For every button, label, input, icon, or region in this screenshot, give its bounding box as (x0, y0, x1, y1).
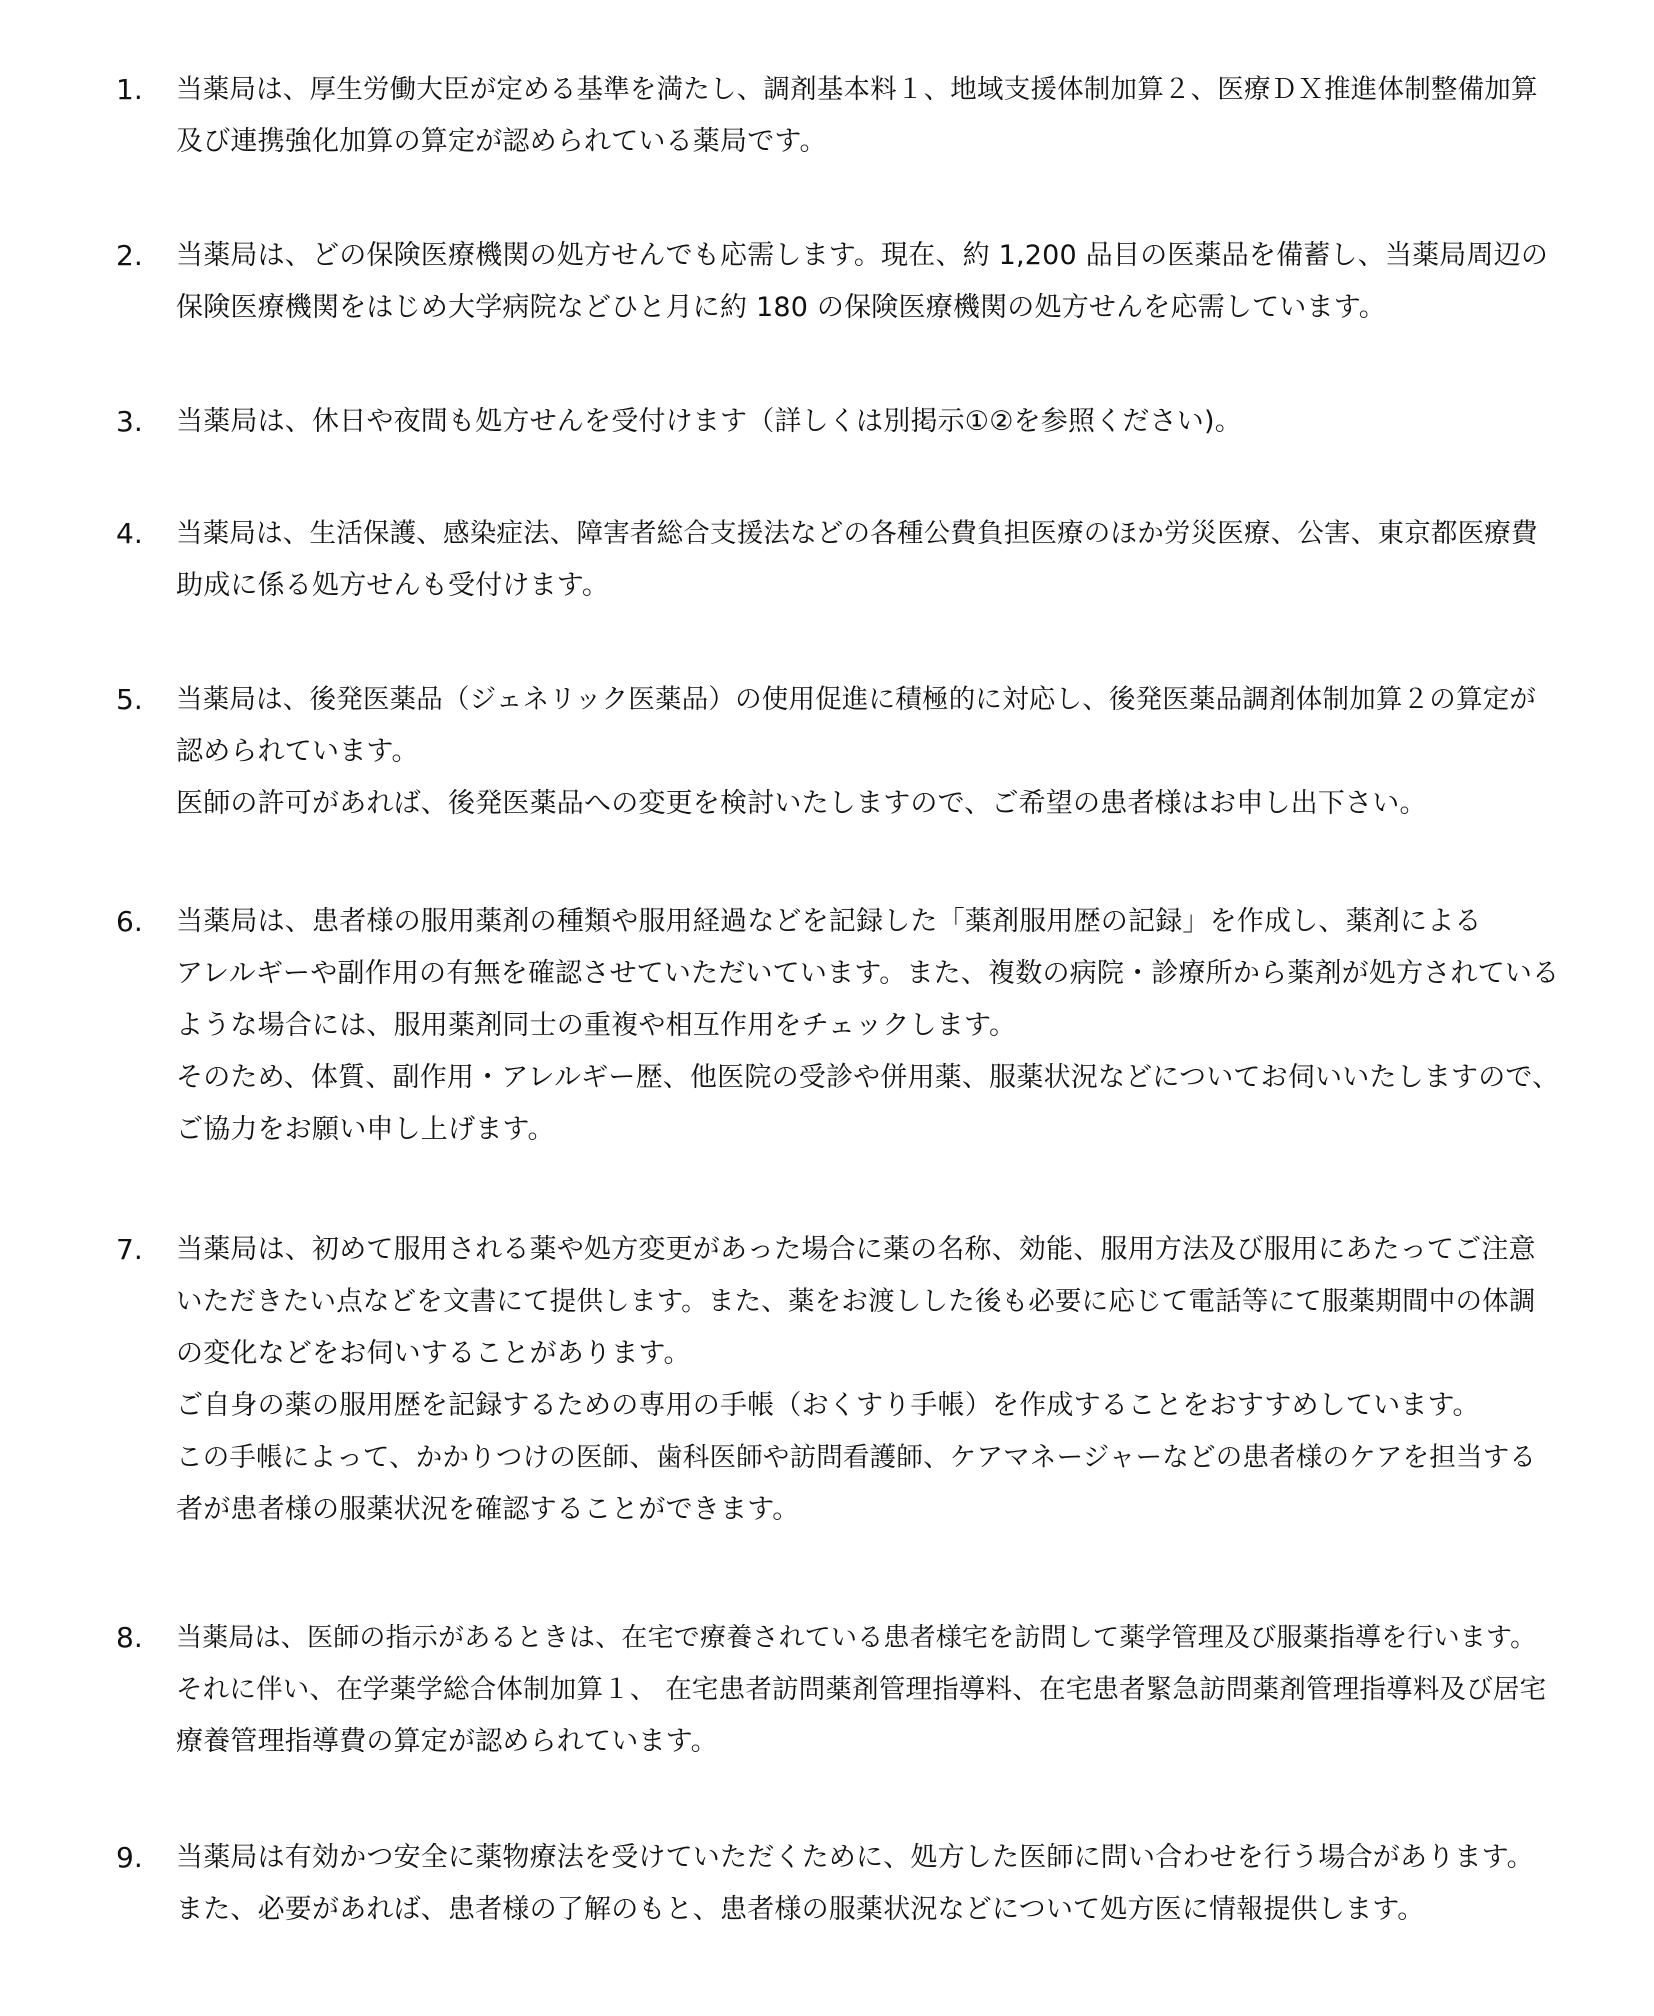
text-line: また、必要があれば、患者様の了解のもと、患者様の服薬状況などについて処方医に情報提供します。 (176, 1894, 1425, 1925)
text-line: 当薬局は、後発医薬品（ジェネリック医薬品）の使用促進に積極的に対応し、後発医薬品調剤体制加算２の算定が (176, 684, 1537, 715)
item-text (176, 674, 1560, 830)
text-line: それに伴い、在学薬学総合体制加算１、 在宅患者訪問薬剤管理指導料、在宅患者緊急訪問薬剤管理指導料及び居宅 (176, 1674, 1547, 1705)
item-text (176, 396, 1560, 448)
text-line: ような場合には、服用薬剤同士の重複や相互作用をチェックします。 (176, 1010, 1017, 1041)
text-line: 当薬局は有効かつ安全に薬物療法を受けていただくために、処方した医師に問い合わせを行う場合があります。 (176, 1842, 1534, 1873)
item-text (176, 1612, 1560, 1768)
text-line: 当薬局は、厚生労働大臣が定める基準を満たし、調剤基本料１、地域支援体制加算２、医療ＤＸ推進体制整備加算 (176, 74, 1538, 105)
item-number: 7. (116, 1233, 143, 1266)
item-text (176, 1224, 1560, 1536)
text-line: 当薬局は、生活保護、感染症法、障害者総合支援法などの各種公費負担医療のほか労災医療、公害、東京都医療費 (176, 518, 1538, 549)
text-line: 当薬局は、どの保険医療機関の処方せんでも応需します。現在、約 1,200 品目の医薬品を備蓄し、当薬局周辺の (176, 240, 1549, 271)
item-number: 8. (116, 1621, 143, 1654)
text-line: この手帳によって、かかりつけの医師、歯科医師や訪問看護師、ケアマネージャーなどの患者様のケアを担当する (176, 1442, 1537, 1473)
text-line: 保険医療機関をはじめ大学病院などひと月に約 180 の保険医療機関の処方せんを応需しています。 (176, 292, 1386, 323)
text-line: 認められています。 (176, 736, 419, 767)
text-line: の変化などをお伺いすることがあります。 (176, 1338, 691, 1369)
item-number: 6. (116, 905, 143, 938)
item-text (176, 64, 1560, 168)
text-line: 者が患者様の服薬状況を確認することができます。 (176, 1494, 800, 1525)
item-text (176, 896, 1560, 1156)
text-line: 医師の許可があれば、後発医薬品への変更を検討いたしますので、ご希望の患者様はお申し出下さい。 (176, 788, 1427, 819)
item-number: 2. (116, 239, 143, 272)
item-number: 4. (116, 517, 143, 550)
item-number: 5. (116, 683, 143, 716)
text-line: 当薬局は、医師の指示があるときは、在宅で療養されている患者様宅を訪問して薬学管理及び服薬指導を行います。 (176, 1623, 1537, 1653)
text-line: いただきたい点などを文書にて提供します。また、薬をお渡しした後も必要に応じて電話等にて服薬期間中の体調 (176, 1286, 1536, 1317)
item-text (176, 230, 1560, 334)
text-line: 療養管理指導費の算定が認められています。 (176, 1726, 718, 1757)
item-number: 9. (116, 1841, 143, 1874)
text-line: ご協力をお願い申し上げます。 (176, 1114, 555, 1145)
text-line: アレルギーや副作用の有無を確認させていただいています。また、複数の病院・診療所から薬剤が処方されている (176, 958, 1560, 989)
text-line: ご自身の薬の服用歴を記録するための専用の手帳（おくすり手帳）を作成することをおすすめしています。 (176, 1390, 1480, 1421)
text-line: 当薬局は、初めて服用される薬や処方変更があった場合に薬の名称、効能、服用方法及び服用にあたってご注意 (176, 1234, 1536, 1265)
item-number: 3. (116, 405, 143, 438)
item-text (176, 508, 1560, 612)
text-line: 当薬局は、休日や夜間も処方せんを受付けます（詳しくは別掲示①②を参照ください)。 (176, 406, 1242, 437)
item-number: 1. (116, 73, 143, 106)
text-line: 助成に係る処方せんも受付けます。 (176, 570, 610, 601)
text-line: そのため、体質、副作用・アレルギー歴、他医院の受診や併用薬、服薬状況などについてお伺いいたしますので、 (176, 1062, 1560, 1093)
text-line: 及び連携強化加算の算定が認められている薬局です。 (176, 126, 827, 157)
text-line: 当薬局は、患者様の服用薬剤の種類や服用経過などを記録した「薬剤服用歴の記録」を作成し、薬剤による (176, 906, 1482, 937)
item-text (176, 1832, 1560, 1936)
